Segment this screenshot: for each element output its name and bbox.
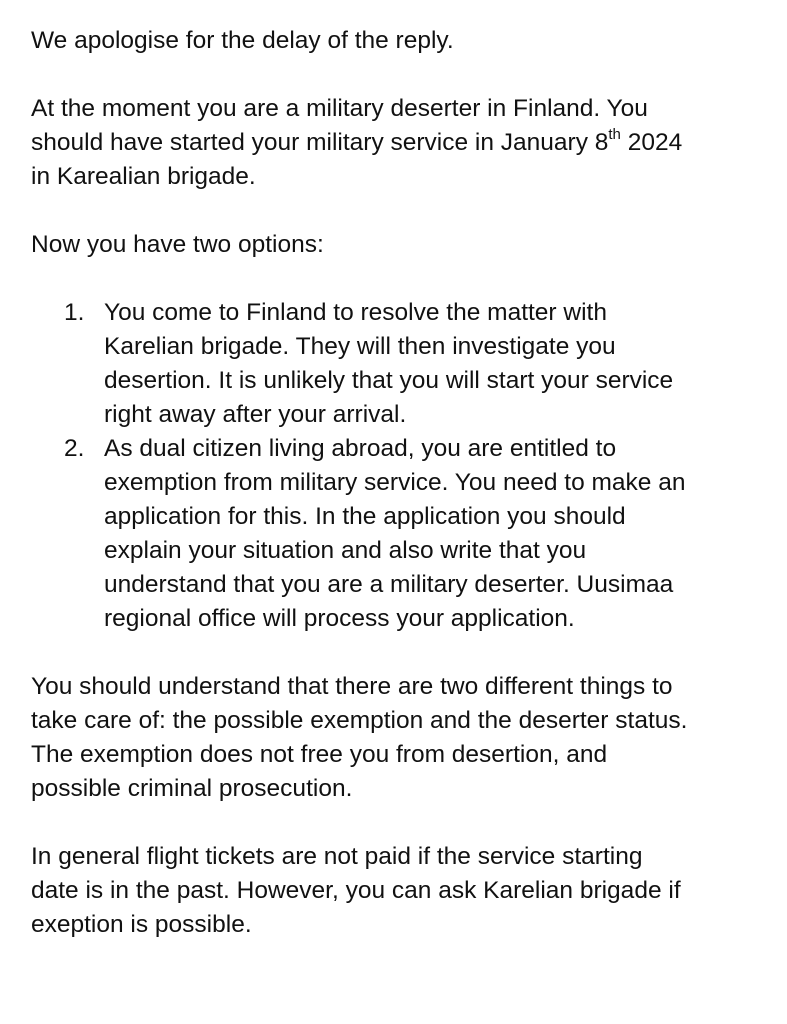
options-intro-text: Now you have two options: xyxy=(31,231,324,258)
status-line-1: At the moment you are a military deserter in Finland. You xyxy=(31,95,648,122)
exemption-line: take care of: the possible exemption and the deserter status. xyxy=(31,707,688,734)
option-line: right away after your arrival. xyxy=(104,401,407,428)
ordinal-suffix: th xyxy=(608,125,621,143)
flight-tickets-paragraph xyxy=(31,840,761,942)
option-line: desertion. It is unlikely that you will start your service xyxy=(104,367,674,394)
exemption-line: The exemption does not free you from desertion, and xyxy=(31,741,608,768)
flight-line: exeption is possible. xyxy=(31,911,252,938)
option-line: explain your situation and also write that you xyxy=(104,537,587,564)
options-intro-paragraph xyxy=(31,228,761,262)
option-line: You come to Finland to resolve the matter with xyxy=(104,299,607,326)
option-line: understand that you are a military deserter. Uusimaa xyxy=(104,571,674,598)
status-line-2 xyxy=(31,126,761,160)
option-line: application for this. In the application you should xyxy=(104,503,626,530)
option-line: As dual citizen living abroad, you are entitled to xyxy=(104,435,617,462)
message-body xyxy=(31,24,761,976)
option-line: regional office will process your application. xyxy=(104,605,575,632)
options-list xyxy=(31,296,761,636)
apology-text: We apologise for the delay of the reply. xyxy=(31,27,454,54)
option-line: exemption from military service. You need to make an xyxy=(104,469,686,496)
deserter-status-paragraph xyxy=(31,92,761,194)
exemption-paragraph xyxy=(31,670,761,806)
exemption-line: You should understand that there are two different things to xyxy=(31,673,673,700)
option-item-1 xyxy=(31,296,761,432)
option-item-2 xyxy=(31,432,761,636)
apology-paragraph xyxy=(31,24,761,58)
flight-line: date is in the past. However, you can ask Karelian brigade if xyxy=(31,877,681,904)
flight-line: In general flight tickets are not paid if the service starting xyxy=(31,843,643,870)
exemption-line: possible criminal prosecution. xyxy=(31,775,353,802)
status-line-3: in Karealian brigade. xyxy=(31,163,256,190)
option-number: 1. xyxy=(64,299,85,326)
option-number: 2. xyxy=(64,435,85,462)
status-line-2-text: should have started your military service in January 8 xyxy=(31,129,609,156)
option-line: Karelian brigade. They will then investigate you xyxy=(104,333,616,360)
status-line-2-year: 2024 xyxy=(620,129,683,156)
